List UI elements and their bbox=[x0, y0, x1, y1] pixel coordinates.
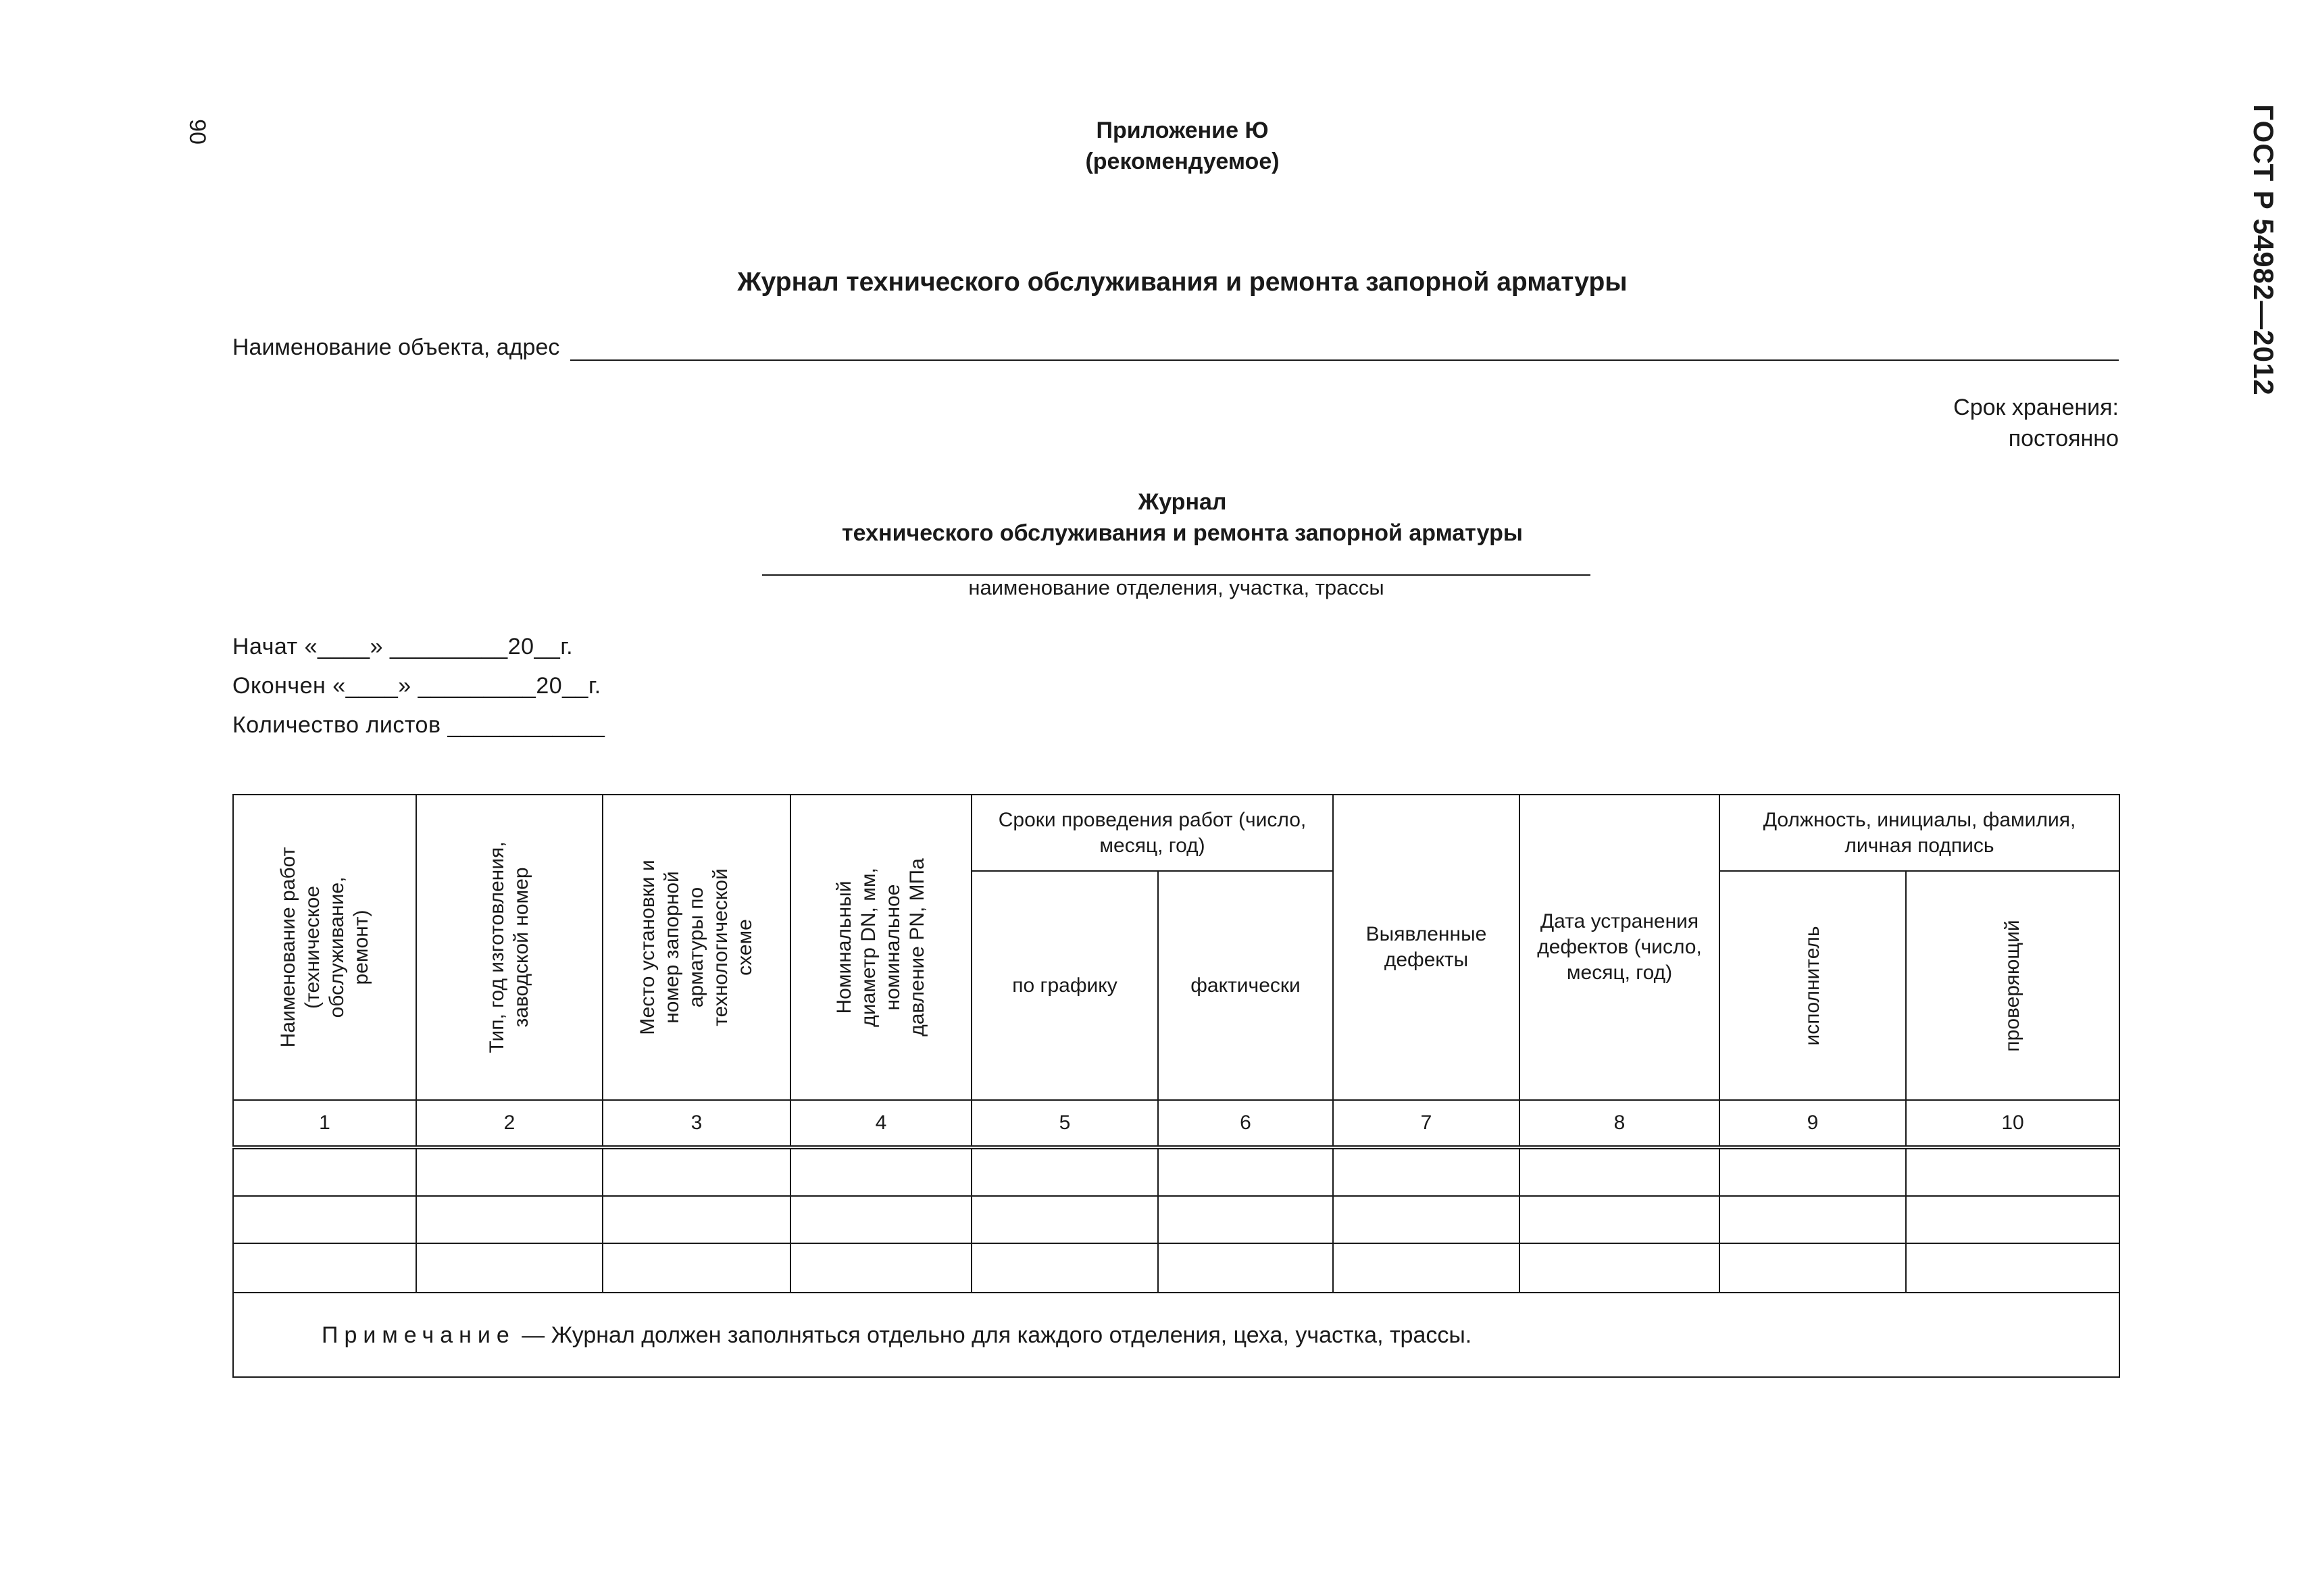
table-cell[interactable] bbox=[1906, 1147, 2119, 1196]
column-number: 10 bbox=[1906, 1100, 2119, 1147]
table-cell[interactable] bbox=[1158, 1196, 1333, 1243]
started-date: Начат «____» _________20__г. bbox=[232, 634, 574, 659]
header-location-number: Место установки и номер запорной арматуры по технологической схеме bbox=[603, 795, 790, 1100]
column-number: 7 bbox=[1333, 1100, 1519, 1147]
object-address-blank[interactable] bbox=[570, 339, 2119, 361]
column-number: 5 bbox=[972, 1100, 1158, 1147]
table-cell[interactable] bbox=[1333, 1196, 1519, 1243]
column-number: 4 bbox=[790, 1100, 972, 1147]
journal-subtitle bbox=[676, 487, 1689, 549]
table-cell[interactable] bbox=[603, 1243, 790, 1293]
column-number: 1 bbox=[233, 1100, 416, 1147]
note-text: — Журнал должен заполняться отдельно для каждого отделения, цеха, участка, трассы. bbox=[515, 1322, 1472, 1348]
object-label: Наименование объекта, адрес bbox=[232, 334, 560, 360]
sheet-count: Количество листов ____________ bbox=[232, 712, 605, 738]
table-cell[interactable] bbox=[1719, 1243, 1906, 1293]
note-label: Примечание bbox=[322, 1322, 515, 1348]
finished-date: Окончен «____» _________20__г. bbox=[232, 673, 601, 699]
table-row bbox=[233, 1196, 2119, 1243]
header-signature-group: Должность, инициалы, фамилия, личная подпись bbox=[1719, 795, 2119, 871]
department-blank[interactable] bbox=[762, 554, 1590, 576]
table-cell[interactable] bbox=[233, 1243, 416, 1293]
header-fix-date: Дата устранения дефектов (число, месяц, год) bbox=[1519, 795, 1719, 1100]
header-defects-found: Выявленные дефекты bbox=[1333, 795, 1519, 1100]
storage-label: Срок хранения: bbox=[1953, 395, 2119, 420]
header-row-top bbox=[233, 795, 2119, 871]
table-cell[interactable] bbox=[233, 1147, 416, 1196]
subtitle-line2: технического обслуживания и ремонта запорной арматуры bbox=[842, 520, 1523, 546]
table-cell[interactable] bbox=[1906, 1196, 2119, 1243]
table-cell[interactable] bbox=[1519, 1243, 1719, 1293]
table-row bbox=[233, 1243, 2119, 1293]
table-cell[interactable] bbox=[972, 1196, 1158, 1243]
column-number: 3 bbox=[603, 1100, 790, 1147]
table-cell[interactable] bbox=[790, 1196, 972, 1243]
appendix-title: Приложение Ю bbox=[1096, 118, 1269, 143]
table-note bbox=[233, 1293, 2119, 1377]
table-row bbox=[233, 1147, 2119, 1196]
header-executor: исполнитель bbox=[1719, 871, 1906, 1100]
column-number: 2 bbox=[416, 1100, 603, 1147]
journal-heading: Журнал технического обслуживания и ремонта запорной арматуры bbox=[737, 268, 1628, 297]
table-cell[interactable] bbox=[1333, 1243, 1519, 1293]
column-number: 8 bbox=[1519, 1100, 1719, 1147]
header-dates-group: Сроки проведения работ (число, месяц, год) bbox=[972, 795, 1333, 871]
table-cell[interactable] bbox=[1906, 1243, 2119, 1293]
appendix-heading bbox=[878, 115, 1486, 177]
table-cell[interactable] bbox=[790, 1243, 972, 1293]
header-type-year-serial: Тип, год изготовления, заводской номер bbox=[416, 795, 603, 1100]
header-actual: фактически bbox=[1158, 871, 1333, 1100]
header-inspector: проверяющий bbox=[1906, 871, 2119, 1100]
column-number-row bbox=[233, 1100, 2119, 1147]
maintenance-log-table bbox=[232, 794, 2120, 1378]
storage-period bbox=[1824, 392, 2119, 454]
table-cell[interactable] bbox=[972, 1243, 1158, 1293]
appendix-status: (рекомендуемое) bbox=[1085, 149, 1280, 174]
subtitle-line1: Журнал bbox=[1138, 489, 1227, 515]
note-row bbox=[233, 1293, 2119, 1377]
storage-value: постоянно bbox=[2008, 426, 2119, 451]
table-cell[interactable] bbox=[1158, 1147, 1333, 1196]
table-cell[interactable] bbox=[790, 1147, 972, 1196]
page-number: 90 bbox=[184, 119, 211, 145]
table-cell[interactable] bbox=[233, 1196, 416, 1243]
standard-code: ГОСТ Р 54982—2012 bbox=[2248, 104, 2280, 396]
table-cell[interactable] bbox=[1719, 1196, 1906, 1243]
table-cell[interactable] bbox=[1158, 1243, 1333, 1293]
department-caption: наименование отделения, участка, трассы bbox=[968, 576, 1384, 599]
table-cell[interactable] bbox=[972, 1147, 1158, 1196]
table-cell[interactable] bbox=[416, 1196, 603, 1243]
column-number: 6 bbox=[1158, 1100, 1333, 1147]
column-number: 9 bbox=[1719, 1100, 1906, 1147]
table-cell[interactable] bbox=[1719, 1147, 1906, 1196]
object-address-line bbox=[232, 334, 2119, 361]
table-cell[interactable] bbox=[1519, 1196, 1719, 1243]
table-cell[interactable] bbox=[416, 1243, 603, 1293]
table-cell[interactable] bbox=[603, 1196, 790, 1243]
table-cell[interactable] bbox=[1333, 1147, 1519, 1196]
table-cell[interactable] bbox=[1519, 1147, 1719, 1196]
header-scheduled: по графику bbox=[972, 871, 1158, 1100]
table-cell[interactable] bbox=[416, 1147, 603, 1196]
header-diameter-pressure: Номинальный диаметр DN, мм, номинальное давление PN, МПа bbox=[790, 795, 972, 1100]
header-work-name: Наименование работ (техническое обслуживание, ремонт) bbox=[233, 795, 416, 1100]
table-cell[interactable] bbox=[603, 1147, 790, 1196]
